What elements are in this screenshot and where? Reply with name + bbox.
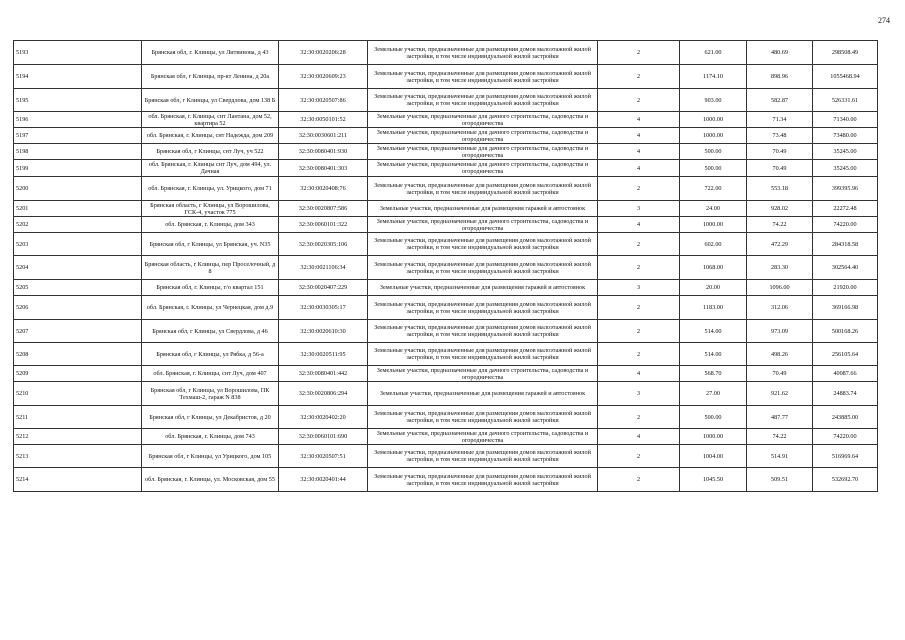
address-cell: обл. Брянская, г. Клинцы, снт Луч, дом 407 [142, 366, 279, 382]
table-row [14, 256, 878, 280]
row-number: 5207 [14, 320, 142, 343]
area-cell: 1000.00 [680, 128, 747, 144]
row-number: 5196 [14, 112, 142, 128]
cadastral-number-cell: 32:30:0020206:28 [279, 41, 368, 65]
cadastral-value-cell: 399395.96 [813, 177, 878, 201]
cadastral-number-cell: 32:30:0080401:930 [279, 144, 368, 160]
land-use-cell: Земельные участки, предназначенные для дачного строительства, садоводства и огородничества [368, 160, 598, 177]
area-cell: 1004.00 [680, 445, 747, 468]
area-cell: 903.00 [680, 89, 747, 112]
category-cell: 2 [598, 41, 680, 65]
table-row [14, 144, 878, 160]
cadastral-value-cell: 298508.49 [813, 41, 878, 65]
cadastral-value-table [13, 40, 878, 492]
table-row [14, 280, 878, 296]
land-use-cell: Земельные участки, предназначенные для размещения домов малоэтажной жилой застройки, в том числе индивидуальной жилой застройки [368, 468, 598, 492]
specific-value-cell: 74.22 [747, 429, 813, 445]
land-use-cell: Земельные участки, предназначенные для дачного строительства, садоводства и огородничества [368, 217, 598, 233]
address-cell: Брянская обл, г Клинцы, ул Ворошилова, ПК Техмаш-2, гараж N 838 [142, 382, 279, 406]
address-cell: обл. Брянская, г. Клинцы, снт Надежда, дом 209 [142, 128, 279, 144]
land-use-cell: Земельные участки, предназначенные для дачного строительства, садоводства и огородничества [368, 366, 598, 382]
specific-value-cell: 71.34 [747, 112, 813, 128]
address-cell: Брянская обл, г Клинцы, снт Луч, уч 522 [142, 144, 279, 160]
row-number: 5205 [14, 280, 142, 296]
cadastral-value-cell: 243885.00 [813, 406, 878, 429]
specific-value-cell: 70.49 [747, 160, 813, 177]
category-cell: 4 [598, 160, 680, 177]
category-cell: 3 [598, 201, 680, 217]
table-row [14, 445, 878, 468]
area-cell: 500.00 [680, 406, 747, 429]
table-row [14, 296, 878, 320]
row-number: 5202 [14, 217, 142, 233]
category-cell: 2 [598, 445, 680, 468]
area-cell: 621.00 [680, 41, 747, 65]
table-row [14, 320, 878, 343]
address-cell: Брянская обл, г. Клинцы, ул Литвинова, д 43 [142, 41, 279, 65]
area-cell: 722.00 [680, 177, 747, 201]
table-body [14, 41, 878, 492]
cadastral-number-cell: 32:30:0020305:106 [279, 233, 368, 256]
category-cell: 2 [598, 406, 680, 429]
area-cell: 1174.10 [680, 65, 747, 89]
category-cell: 2 [598, 296, 680, 320]
cadastral-value-cell: 1055468.94 [813, 65, 878, 89]
area-cell: 20.00 [680, 280, 747, 296]
cadastral-number-cell: 32:30:0030601:211 [279, 128, 368, 144]
category-cell: 2 [598, 256, 680, 280]
row-number: 5198 [14, 144, 142, 160]
specific-value-cell: 509.51 [747, 468, 813, 492]
category-cell: 2 [598, 320, 680, 343]
specific-value-cell: 1096.00 [747, 280, 813, 296]
row-number: 5206 [14, 296, 142, 320]
row-number: 5201 [14, 201, 142, 217]
address-cell: Брянская область, г Клинцы, пер Проселочный, д 8 [142, 256, 279, 280]
table-row [14, 128, 878, 144]
row-number: 5213 [14, 445, 142, 468]
address-cell: Брянская обл, г Клинцы, ул Свердлова, дом 138 Б [142, 89, 279, 112]
cadastral-value-cell: 40087.66 [813, 366, 878, 382]
specific-value-cell: 553.18 [747, 177, 813, 201]
address-cell: обл. Брянская, г. Клинцы, дом 343 [142, 217, 279, 233]
area-cell: 1000.00 [680, 429, 747, 445]
address-cell: обл. Брянская, г. Клинцы, снт Лантана, дом 52, квартира 52 [142, 112, 279, 128]
land-use-cell: Земельные участки, предназначенные для размещения домов малоэтажной жилой застройки, в том числе индивидуальной жилой застройки [368, 445, 598, 468]
table-row [14, 343, 878, 366]
cadastral-value-cell: 516969.64 [813, 445, 878, 468]
cadastral-number-cell: 32:30:0020610:30 [279, 320, 368, 343]
row-number: 5209 [14, 366, 142, 382]
cadastral-value-cell: 21920.00 [813, 280, 878, 296]
cadastral-value-cell: 73480.00 [813, 128, 878, 144]
land-use-cell: Земельные участки, предназначенные для размещения гаражей и автостоянок [368, 382, 598, 406]
land-use-cell: Земельные участки, предназначенные для размещения домов малоэтажной жилой застройки, в том числе индивидуальной жилой застройки [368, 320, 598, 343]
address-cell: Брянская область, г Клинцы, ул Ворошилова, ГСК-4, участок 775 [142, 201, 279, 217]
category-cell: 4 [598, 366, 680, 382]
land-use-cell: Земельные участки, предназначенные для размещения домов малоэтажной жилой застройки, в том числе индивидуальной жилой застройки [368, 233, 598, 256]
land-use-cell: Земельные участки, предназначенные для размещения домов малоэтажной жилой застройки, в том числе индивидуальной жилой застройки [368, 343, 598, 366]
row-number: 5193 [14, 41, 142, 65]
cadastral-number-cell: 32:30:0050101:52 [279, 112, 368, 128]
cadastral-value-cell: 284318.58 [813, 233, 878, 256]
cadastral-value-cell: 35245.00 [813, 144, 878, 160]
specific-value-cell: 73.48 [747, 128, 813, 144]
cadastral-number-cell: 32:30:0030305:17 [279, 296, 368, 320]
cadastral-number-cell: 32:30:0020407:229 [279, 280, 368, 296]
cadastral-value-cell: 24883.74 [813, 382, 878, 406]
address-cell: обл. Брянская, г. Клинцы, ул. Московская, дом 55 [142, 468, 279, 492]
table-row [14, 382, 878, 406]
cadastral-number-cell: 32:30:0060101:690 [279, 429, 368, 445]
category-cell: 3 [598, 280, 680, 296]
category-cell: 4 [598, 128, 680, 144]
row-number: 5210 [14, 382, 142, 406]
row-number: 5212 [14, 429, 142, 445]
specific-value-cell: 472.29 [747, 233, 813, 256]
specific-value-cell: 480.69 [747, 41, 813, 65]
specific-value-cell: 283.30 [747, 256, 813, 280]
category-cell: 4 [598, 429, 680, 445]
specific-value-cell: 514.91 [747, 445, 813, 468]
table-row [14, 160, 878, 177]
table-row [14, 41, 878, 65]
land-use-cell: Земельные участки, предназначенные для размещения домов малоэтажной жилой застройки, в том числе индивидуальной жилой застройки [368, 65, 598, 89]
row-number: 5200 [14, 177, 142, 201]
address-cell: Брянская обл, г Клинцы, ул Декабристов, д 20 [142, 406, 279, 429]
land-use-cell: Земельные участки, предназначенные для размещения домов малоэтажной жилой застройки, в том числе индивидуальной жилой застройки [368, 41, 598, 65]
category-cell: 2 [598, 343, 680, 366]
address-cell: Брянская обл, г Клинцы, пр-кт Ленина, д 20а [142, 65, 279, 89]
cadastral-number-cell: 32:30:0060101:322 [279, 217, 368, 233]
cadastral-value-cell: 74220.00 [813, 429, 878, 445]
table-row [14, 112, 878, 128]
cadastral-number-cell: 32:30:0080401:303 [279, 160, 368, 177]
address-cell: обл. Брянская, г. Клинцы, ул Чернецкая, дом д.9 [142, 296, 279, 320]
specific-value-cell: 312.06 [747, 296, 813, 320]
land-use-cell: Земельные участки, предназначенные для дачного строительства, садоводства и огородничества [368, 112, 598, 128]
area-cell: 568.70 [680, 366, 747, 382]
address-cell: Брянская обл, г Клинцы, ул Урицкого, дом 105 [142, 445, 279, 468]
table-row [14, 406, 878, 429]
area-cell: 500.00 [680, 160, 747, 177]
table-row [14, 233, 878, 256]
table-row [14, 65, 878, 89]
specific-value-cell: 70.49 [747, 144, 813, 160]
cadastral-number-cell: 32:30:0020507:86 [279, 89, 368, 112]
land-use-cell: Земельные участки, предназначенные для размещения гаражей и автостоянок [368, 280, 598, 296]
category-cell: 3 [598, 382, 680, 406]
category-cell: 2 [598, 65, 680, 89]
address-cell: Брянская обл, г. Клинцы, г/о квартал 151 [142, 280, 279, 296]
table-row [14, 177, 878, 201]
land-use-cell: Земельные участки, предназначенные для размещения домов малоэтажной жилой застройки, в том числе индивидуальной жилой застройки [368, 177, 598, 201]
cadastral-value-cell: 71340.00 [813, 112, 878, 128]
category-cell: 2 [598, 233, 680, 256]
row-number: 5197 [14, 128, 142, 144]
cadastral-number-cell: 32:30:0020511:95 [279, 343, 368, 366]
table-row [14, 366, 878, 382]
area-cell: 1183.00 [680, 296, 747, 320]
category-cell: 4 [598, 112, 680, 128]
area-cell: 1000.00 [680, 217, 747, 233]
cadastral-value-cell: 532692.70 [813, 468, 878, 492]
specific-value-cell: 74.22 [747, 217, 813, 233]
specific-value-cell: 973.09 [747, 320, 813, 343]
land-use-cell: Земельные участки, предназначенные для размещения домов малоэтажной жилой застройки, в том числе индивидуальной жилой застройки [368, 256, 598, 280]
area-cell: 1045.50 [680, 468, 747, 492]
cadastral-number-cell: 32:30:0020609:23 [279, 65, 368, 89]
area-cell: 24.00 [680, 201, 747, 217]
address-cell: Брянская обл, г Клинцы, ул Свердлова, д 46 [142, 320, 279, 343]
specific-value-cell: 921.62 [747, 382, 813, 406]
row-number: 5211 [14, 406, 142, 429]
area-cell: 1000.00 [680, 112, 747, 128]
cadastral-number-cell: 32:30:0020507:51 [279, 445, 368, 468]
table-row [14, 468, 878, 492]
cadastral-value-cell: 22272.48 [813, 201, 878, 217]
category-cell: 4 [598, 217, 680, 233]
category-cell: 2 [598, 468, 680, 492]
cadastral-value-cell: 256105.64 [813, 343, 878, 366]
land-use-cell: Земельные участки, предназначенные для дачного строительства, садоводства и огородничества [368, 128, 598, 144]
area-cell: 514.00 [680, 343, 747, 366]
specific-value-cell: 498.26 [747, 343, 813, 366]
specific-value-cell: 70.49 [747, 366, 813, 382]
cadastral-number-cell: 32:30:0020402:20 [279, 406, 368, 429]
area-cell: 602.00 [680, 233, 747, 256]
table-row [14, 201, 878, 217]
table-row [14, 429, 878, 445]
category-cell: 2 [598, 89, 680, 112]
specific-value-cell: 487.77 [747, 406, 813, 429]
cadastral-number-cell: 32:30:0020807:586 [279, 201, 368, 217]
specific-value-cell: 582.87 [747, 89, 813, 112]
area-cell: 1068.00 [680, 256, 747, 280]
row-number: 5203 [14, 233, 142, 256]
address-cell: обл. Брянская, г. Клинцы, ул. Урицкого, дом 71 [142, 177, 279, 201]
land-use-cell: Земельные участки, предназначенные для размещения домов малоэтажной жилой застройки, в том числе индивидуальной жилой застройки [368, 89, 598, 112]
cadastral-number-cell: 32:30:0020401:44 [279, 468, 368, 492]
land-use-cell: Земельные участки, предназначенные для размещения домов малоэтажной жилой застройки, в том числе индивидуальной жилой застройки [368, 296, 598, 320]
address-cell: обл. Брянская, г. Клинцы, дом 743 [142, 429, 279, 445]
row-number: 5194 [14, 65, 142, 89]
row-number: 5195 [14, 89, 142, 112]
row-number: 5208 [14, 343, 142, 366]
row-number: 5214 [14, 468, 142, 492]
area-cell: 27.00 [680, 382, 747, 406]
table-row [14, 217, 878, 233]
row-number: 5204 [14, 256, 142, 280]
page-number: 274 [878, 16, 890, 25]
cadastral-number-cell: 32:30:0020408:76 [279, 177, 368, 201]
row-number: 5199 [14, 160, 142, 177]
address-cell: Брянская обл, г Клинцы, ул Рябка, д 56-а [142, 343, 279, 366]
cadastral-value-cell: 302564.40 [813, 256, 878, 280]
land-use-cell: Земельные участки, предназначенные для дачного строительства, садоводства и огородничества [368, 429, 598, 445]
cadastral-value-cell: 369166.98 [813, 296, 878, 320]
cadastral-number-cell: 32:30:0021106:34 [279, 256, 368, 280]
address-cell: обл. Брянская, г. Клинцы снт Луч, дом 494, ул. Дачная [142, 160, 279, 177]
cadastral-number-cell: 32:30:0020806:294 [279, 382, 368, 406]
land-use-cell: Земельные участки, предназначенные для размещения домов малоэтажной жилой застройки, в том числе индивидуальной жилой застройки [368, 406, 598, 429]
land-use-cell: Земельные участки, предназначенные для дачного строительства, садоводства и огородничества [368, 144, 598, 160]
cadastral-value-cell: 74220.00 [813, 217, 878, 233]
land-use-cell: Земельные участки, предназначенные для размещения гаражей и автостоянок [368, 201, 598, 217]
cadastral-value-cell: 526331.61 [813, 89, 878, 112]
area-cell: 500.00 [680, 144, 747, 160]
specific-value-cell: 928.02 [747, 201, 813, 217]
category-cell: 2 [598, 177, 680, 201]
cadastral-number-cell: 32:30:0080401:442 [279, 366, 368, 382]
cadastral-value-cell: 500168.26 [813, 320, 878, 343]
specific-value-cell: 898.96 [747, 65, 813, 89]
cadastral-value-cell: 35245.00 [813, 160, 878, 177]
area-cell: 514.00 [680, 320, 747, 343]
address-cell: Брянская обл, г Клинцы, ул Брянская, уч. N35 [142, 233, 279, 256]
table-row [14, 89, 878, 112]
category-cell: 4 [598, 144, 680, 160]
